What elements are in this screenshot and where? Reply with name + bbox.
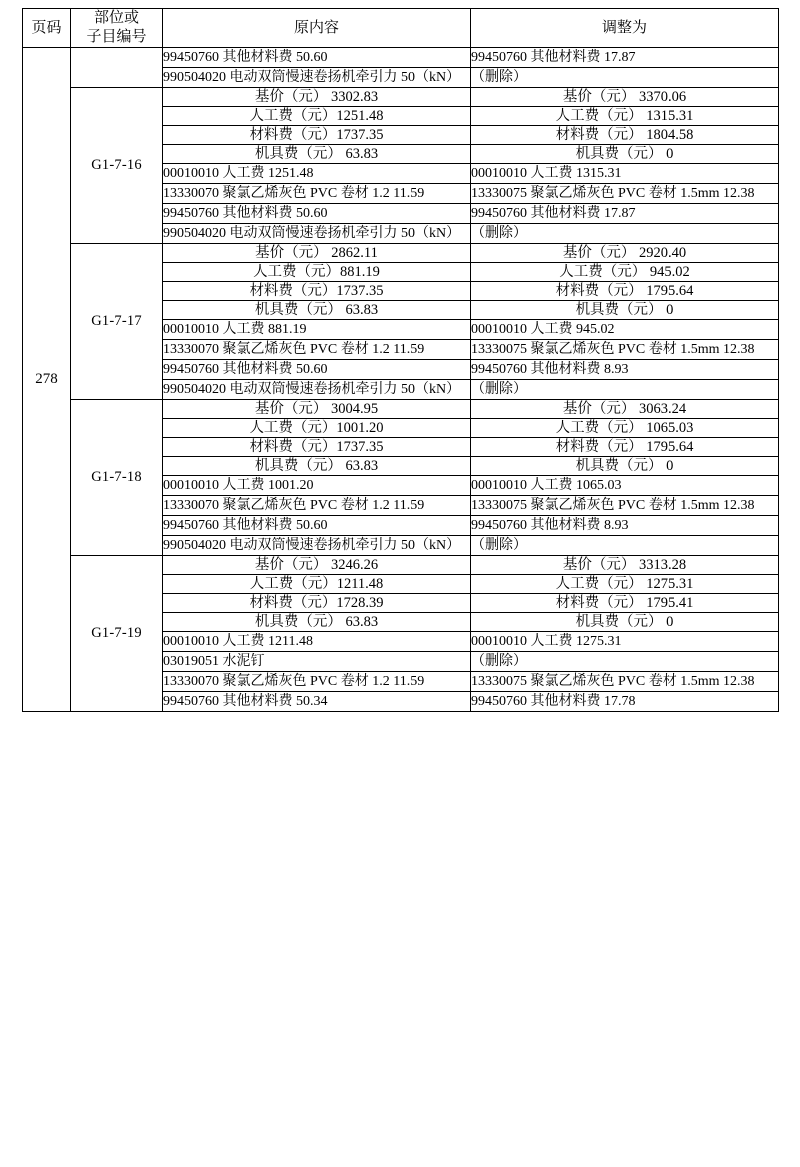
original-content-cell: 机具费（元） 63.83: [163, 301, 471, 320]
adjusted-content-cell: 00010010 人工费 1065.03: [471, 476, 779, 496]
adjusted-content-cell: 机具费（元） 0: [471, 613, 779, 632]
column-header-code-line1: 部位或: [93, 10, 139, 26]
adjustment-table: [22, 8, 779, 712]
adjusted-content-cell: 99450760 其他材料费 17.87: [471, 204, 779, 224]
adjusted-content-cell: 99450760 其他材料费 8.93: [471, 360, 779, 380]
adjusted-content-cell: 机具费（元） 0: [471, 457, 779, 476]
adjusted-content-cell: 13330075 聚氯乙烯灰色 PVC 卷材 1.5mm 12.38: [471, 184, 779, 204]
column-header-code-line2: 子目编号: [86, 29, 147, 45]
adjusted-content-cell: （删除）: [471, 652, 779, 672]
adjusted-content-cell: 13330075 聚氯乙烯灰色 PVC 卷材 1.5mm 12.38: [471, 496, 779, 516]
adjusted-content-cell: 99450760 其他材料费 8.93: [471, 516, 779, 536]
original-content-cell: 03019051 水泥钉: [163, 652, 471, 672]
original-content-cell: 人工费（元）881.19: [163, 263, 471, 282]
original-content-cell: 13330070 聚氯乙烯灰色 PVC 卷材 1.2 11.59: [163, 496, 471, 516]
original-content-cell: 00010010 人工费 1211.48: [163, 632, 471, 652]
original-content-cell: 990504020 电动双筒慢速卷扬机牵引力 50（kN）: [163, 68, 471, 88]
adjusted-content-cell: 99450760 其他材料费 17.87: [471, 48, 779, 68]
table-row: [23, 244, 779, 263]
original-content-cell: 机具费（元） 63.83: [163, 613, 471, 632]
adjusted-content-cell: （删除）: [471, 68, 779, 88]
original-content-cell: 99450760 其他材料费 50.60: [163, 48, 471, 68]
adjusted-content-cell: 材料费（元） 1804.58: [471, 126, 779, 145]
table-row: [23, 556, 779, 575]
original-content-cell: 材料费（元）1737.35: [163, 438, 471, 457]
table-header: [23, 9, 779, 48]
table-row: [23, 400, 779, 419]
adjusted-content-cell: 13330075 聚氯乙烯灰色 PVC 卷材 1.5mm 12.38: [471, 340, 779, 360]
adjusted-content-cell: 人工费（元） 1315.31: [471, 107, 779, 126]
original-content-cell: 99450760 其他材料费 50.60: [163, 360, 471, 380]
adjusted-content-cell: 00010010 人工费 945.02: [471, 320, 779, 340]
column-header-original: 原内容: [163, 9, 471, 48]
original-content-cell: 99450760 其他材料费 50.34: [163, 692, 471, 712]
adjusted-content-cell: 基价（元） 3063.24: [471, 400, 779, 419]
adjusted-content-cell: 机具费（元） 0: [471, 145, 779, 164]
original-content-cell: 99450760 其他材料费 50.60: [163, 204, 471, 224]
item-code-cell: G1-7-17: [71, 244, 163, 400]
adjusted-content-cell: 人工费（元） 1275.31: [471, 575, 779, 594]
adjusted-content-cell: 材料费（元） 1795.41: [471, 594, 779, 613]
original-content-cell: 材料费（元）1737.35: [163, 282, 471, 301]
adjusted-content-cell: （删除）: [471, 380, 779, 400]
adjusted-content-cell: 00010010 人工费 1275.31: [471, 632, 779, 652]
original-content-cell: 机具费（元） 63.83: [163, 145, 471, 164]
table-row: [23, 88, 779, 107]
adjusted-content-cell: 13330075 聚氯乙烯灰色 PVC 卷材 1.5mm 12.38: [471, 672, 779, 692]
column-header-adjusted: 调整为: [471, 9, 779, 48]
original-content-cell: 人工费（元）1211.48: [163, 575, 471, 594]
original-content-cell: 基价（元） 3302.83: [163, 88, 471, 107]
item-code-cell: [71, 48, 163, 88]
adjusted-content-cell: 材料费（元） 1795.64: [471, 282, 779, 301]
original-content-cell: 13330070 聚氯乙烯灰色 PVC 卷材 1.2 11.59: [163, 340, 471, 360]
adjusted-content-cell: （删除）: [471, 536, 779, 556]
original-content-cell: 990504020 电动双筒慢速卷扬机牵引力 50（kN）: [163, 380, 471, 400]
original-content-cell: 人工费（元）1251.48: [163, 107, 471, 126]
original-content-cell: 材料费（元）1737.35: [163, 126, 471, 145]
original-content-cell: 00010010 人工费 881.19: [163, 320, 471, 340]
original-content-cell: 13330070 聚氯乙烯灰色 PVC 卷材 1.2 11.59: [163, 184, 471, 204]
original-content-cell: 基价（元） 2862.11: [163, 244, 471, 263]
adjusted-content-cell: 基价（元） 3370.06: [471, 88, 779, 107]
original-content-cell: 机具费（元） 63.83: [163, 457, 471, 476]
adjusted-content-cell: 机具费（元） 0: [471, 301, 779, 320]
original-content-cell: 基价（元） 3004.95: [163, 400, 471, 419]
table-body: [23, 48, 779, 712]
original-content-cell: 13330070 聚氯乙烯灰色 PVC 卷材 1.2 11.59: [163, 672, 471, 692]
adjusted-content-cell: 基价（元） 2920.40: [471, 244, 779, 263]
adjusted-content-cell: 材料费（元） 1795.64: [471, 438, 779, 457]
item-code-cell: G1-7-19: [71, 556, 163, 712]
adjusted-content-cell: （删除）: [471, 224, 779, 244]
original-content-cell: 00010010 人工费 1001.20: [163, 476, 471, 496]
item-code-cell: G1-7-18: [71, 400, 163, 556]
original-content-cell: 990504020 电动双筒慢速卷扬机牵引力 50（kN）: [163, 536, 471, 556]
column-header-code: [71, 9, 163, 48]
original-content-cell: 99450760 其他材料费 50.60: [163, 516, 471, 536]
original-content-cell: 基价（元） 3246.26: [163, 556, 471, 575]
adjusted-content-cell: 人工费（元） 945.02: [471, 263, 779, 282]
column-header-page: 页码: [23, 9, 71, 48]
table-row: [23, 48, 779, 68]
adjusted-content-cell: 基价（元） 3313.28: [471, 556, 779, 575]
original-content-cell: 材料费（元）1728.39: [163, 594, 471, 613]
page-number-cell: 278: [23, 48, 71, 712]
adjusted-content-cell: 人工费（元） 1065.03: [471, 419, 779, 438]
original-content-cell: 00010010 人工费 1251.48: [163, 164, 471, 184]
table-header-row: [23, 9, 779, 48]
adjusted-content-cell: 99450760 其他材料费 17.78: [471, 692, 779, 712]
original-content-cell: 人工费（元）1001.20: [163, 419, 471, 438]
original-content-cell: 990504020 电动双筒慢速卷扬机牵引力 50（kN）: [163, 224, 471, 244]
adjusted-content-cell: 00010010 人工费 1315.31: [471, 164, 779, 184]
item-code-cell: G1-7-16: [71, 88, 163, 244]
